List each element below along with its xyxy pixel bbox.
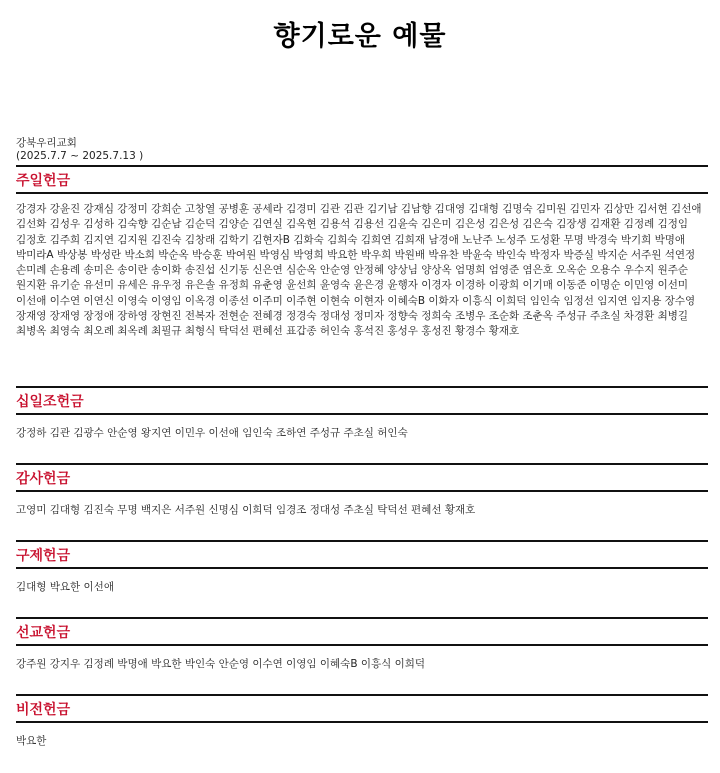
section-mission	[16, 617, 708, 694]
section-heading: 주일헌금	[16, 165, 708, 194]
section-thanksgiving	[16, 463, 708, 540]
section-vision	[16, 694, 708, 748]
offering-sections	[16, 165, 708, 748]
date-range: (2025.7.7 ~ 2025.7.13 )	[16, 150, 144, 162]
donor-names: 강정하 김관 김광수 안순영 왕지연 이민우 이선애 임인숙 조하연 주성규 주초실 허인숙	[16, 427, 408, 439]
donor-names: 고영미 김대형 김진숙 무명 백지은 서주원 신명심 이희덕 임경조 정대성 주초실 탁덕선 편혜선 황재호	[16, 504, 476, 516]
bulletin-meta	[16, 137, 143, 163]
donor-names: 강경자 강윤진 강재심 강정미 강희순 고창열 공병훈 공세라 김경미 김관 김관 김기남 김남향 김대영 김대형 김명숙 김미원 김민자 김상만 김서현 김선애 김선화 김성우 김성하 김숙향 김순남 김순덕 김양순 김연실 김옥현 김용석 김용선 김윤숙 김은미 김은성 김은성 김은숙 김장생 김재환 김정례 김정임 김정호 김주희 김지연 김지원 김진숙 김창래 김학기 김현자B 김화숙 김희숙 김희연 김희재 남경애 노난주 노성주 도성환 무명 박경숙 박기희 박명애 박미라A 박상봉 박성란 박소희 박순옥 박승훈 박여원 박영심 박영희 박요한 박우희 박원배 박유찬 박윤숙 박인숙 박정자 박증실 박지순 서주원 석연정 손미례 손용례 송미은 송이란 송이화 송진섭 신기동 신은연 심순옥 안순영 안정혜 양상님 양상옥 엄명희 엄영준 염은호 오옥순 오용수 우수지 원주순 원지환 유기순 유선미 유세은 유우정 유은솔 유정희 유춘영 윤선희 윤영숙 윤은경 윤행자 이경자 이경하 이광희 이기매 이동준 이명순 이민영 이선미 이선애 이수연 이연신 이영숙 이영임 이옥경 이종선 이주미 이주현 이현숙 이현자 이혜숙B 이화자 이흥식 이희덕 임인숙 임정선 임지연 임지용 장수영 장재영 장재영 장정애 장하영 장현진 전복자 전현순 전혜경 정경숙 정대성 정미자 정향숙 정희숙 조병우 조순화 조춘옥 주성규 주초실 차경환 최병길 최병옥 최영숙 최오례 최옥례 최필규 최형식 탁덕선 편혜선 표갑종 허인숙 홍석진 홍성우 홍성진 황경수 황재호	[16, 203, 702, 338]
section-relief	[16, 540, 708, 617]
section-tithe	[16, 386, 708, 463]
section-heading: 구제헌금	[16, 540, 708, 569]
donor-names: 김대형 박요한 이선애	[16, 581, 114, 593]
section-sunday-offering	[16, 165, 708, 386]
church-name: 강북우리교회	[16, 137, 77, 149]
page-title: 향기로운 예물	[273, 21, 447, 52]
section-heading: 선교헌금	[16, 617, 708, 646]
section-heading: 감사헌금	[16, 463, 708, 492]
section-heading: 십일조헌금	[16, 386, 708, 415]
donor-names: 박요한	[16, 735, 47, 747]
donor-names: 강주원 강지우 김정례 박명애 박요한 박인숙 안순영 이수연 이영임 이혜숙B 이흥식 이희덕	[16, 658, 426, 670]
section-heading: 비전헌금	[16, 694, 708, 723]
